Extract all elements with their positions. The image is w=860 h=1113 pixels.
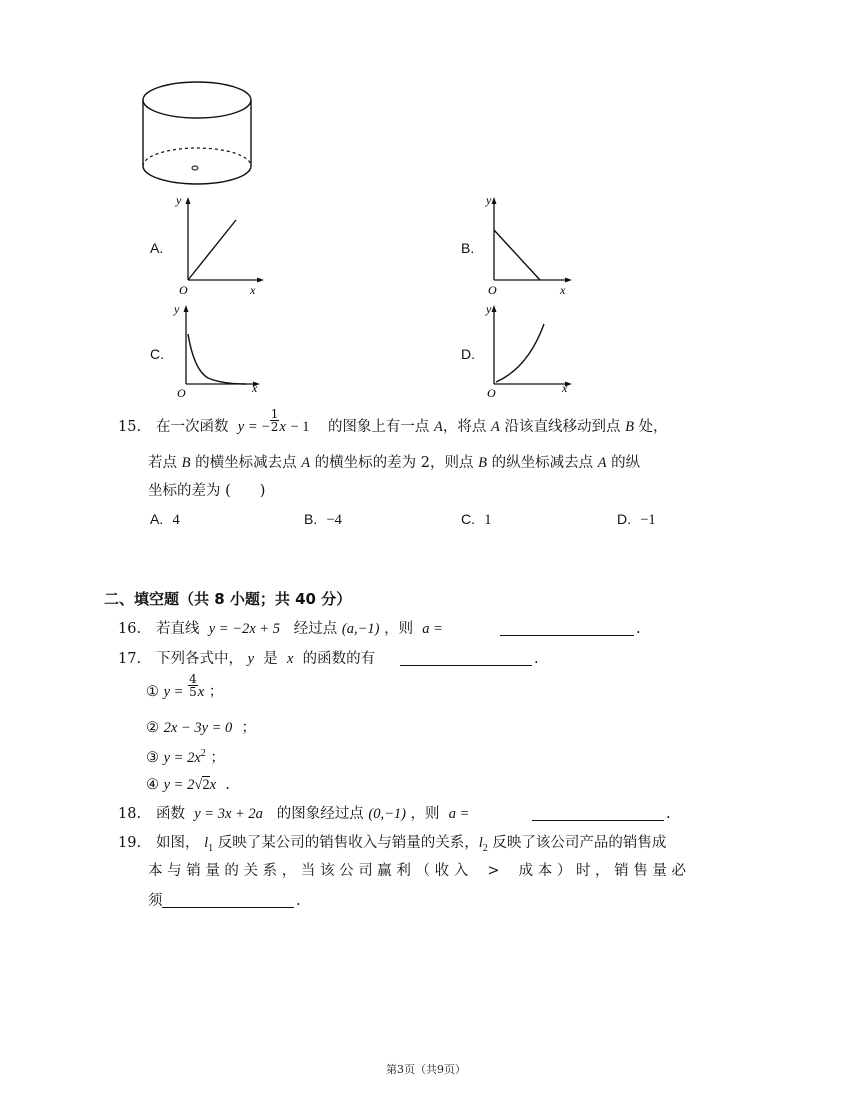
- graph-a-x: x: [250, 283, 256, 297]
- q15-number: 15.: [118, 419, 142, 435]
- q17-item-4: ④ y = 2√2x .: [146, 777, 230, 793]
- q19-line3: 须: [148, 893, 163, 909]
- graph-c: [168, 300, 268, 400]
- q15-line3: 坐标的差为 ( ): [148, 483, 266, 499]
- q17-number: 17.: [118, 651, 142, 667]
- graph-b-y: y: [486, 193, 492, 207]
- graph-b-x: x: [560, 283, 566, 297]
- option-b-label: B.: [461, 240, 475, 256]
- q16-text: 若直线 y = −2x + 5 经过点 (a,−1) ，则 a =: [156, 621, 443, 637]
- q19-end: .: [296, 893, 301, 909]
- graph-d-x: x: [562, 381, 568, 395]
- q15-choice-b: B. −4: [304, 511, 342, 528]
- option-c-label: C.: [150, 346, 164, 362]
- graph-a-y: y: [176, 193, 182, 207]
- graph-c-x: x: [252, 381, 258, 395]
- q18-end: .: [666, 806, 671, 822]
- q15-line1: 在一次函数 y = − $\frac{1}{2}$ x − 1 的图象上有一点 A，将点 A 沿该直线移动到点 B 处，: [156, 406, 668, 435]
- q17-text: 下列各式中， y 是 x 的函数的有: [156, 651, 376, 667]
- q18-number: 18.: [118, 806, 142, 822]
- option-d-label: D.: [461, 346, 475, 362]
- option-a-label: A.: [150, 240, 164, 256]
- q19-line1: 如图， $l_1$ 反映了某公司的销售收入与销量的关系，$l_2$ 反映了该公司产品的销售成: [156, 835, 667, 854]
- section-title: 二、填空题（共 8 小题；共 40 分）: [104, 590, 352, 608]
- graph-d-origin: O: [487, 386, 496, 400]
- q19-number: 19.: [118, 835, 142, 851]
- q17-end: .: [534, 651, 539, 667]
- q17-item-3: ③ $y = 2x^2$ ；: [146, 748, 225, 766]
- graph-d: [478, 300, 578, 400]
- q16-number: 16.: [118, 621, 142, 637]
- graph-c-origin: O: [177, 386, 186, 400]
- cylinder-figure: [135, 78, 260, 190]
- q19-answer-blank[interactable]: [162, 894, 294, 908]
- q19-line2: 本 与 销 量 的 关 系 ， 当 该 公 司 赢 利 （ 收 入 > 成 本 ） 时 ， 销 售 量 必: [148, 863, 686, 879]
- q15-choice-c: C. 1: [461, 511, 492, 528]
- graph-a-origin: O: [179, 283, 188, 297]
- q18-answer-blank[interactable]: [532, 807, 664, 821]
- q17-answer-blank[interactable]: [400, 652, 532, 666]
- q15-line2: 若点 B 的横坐标减去点 A 的横坐标的差为 2，则点 B 的纵坐标减去点 A 的纵: [148, 455, 641, 471]
- graph-d-y: y: [486, 302, 492, 316]
- q15-choice-a: A. 4: [150, 511, 180, 528]
- graph-b: [478, 192, 578, 300]
- graph-a: [170, 192, 270, 300]
- q18-text: 函数 y = 3x + 2a 的图象经过点 (0,−1) ，则 a =: [156, 806, 470, 822]
- graph-b-origin: O: [488, 283, 497, 297]
- q15-choice-d: D. −1: [617, 511, 656, 528]
- q16-end: .: [636, 621, 641, 637]
- page-footer: 第3页（共9页）: [386, 1063, 466, 1076]
- q16-answer-blank[interactable]: [500, 622, 634, 636]
- graph-c-y: y: [174, 302, 180, 316]
- q17-item-2: ② 2x − 3y = 0 ；: [146, 720, 257, 736]
- q17-item-1: ① y = $\frac{4}{5}$ x ；: [146, 671, 224, 700]
